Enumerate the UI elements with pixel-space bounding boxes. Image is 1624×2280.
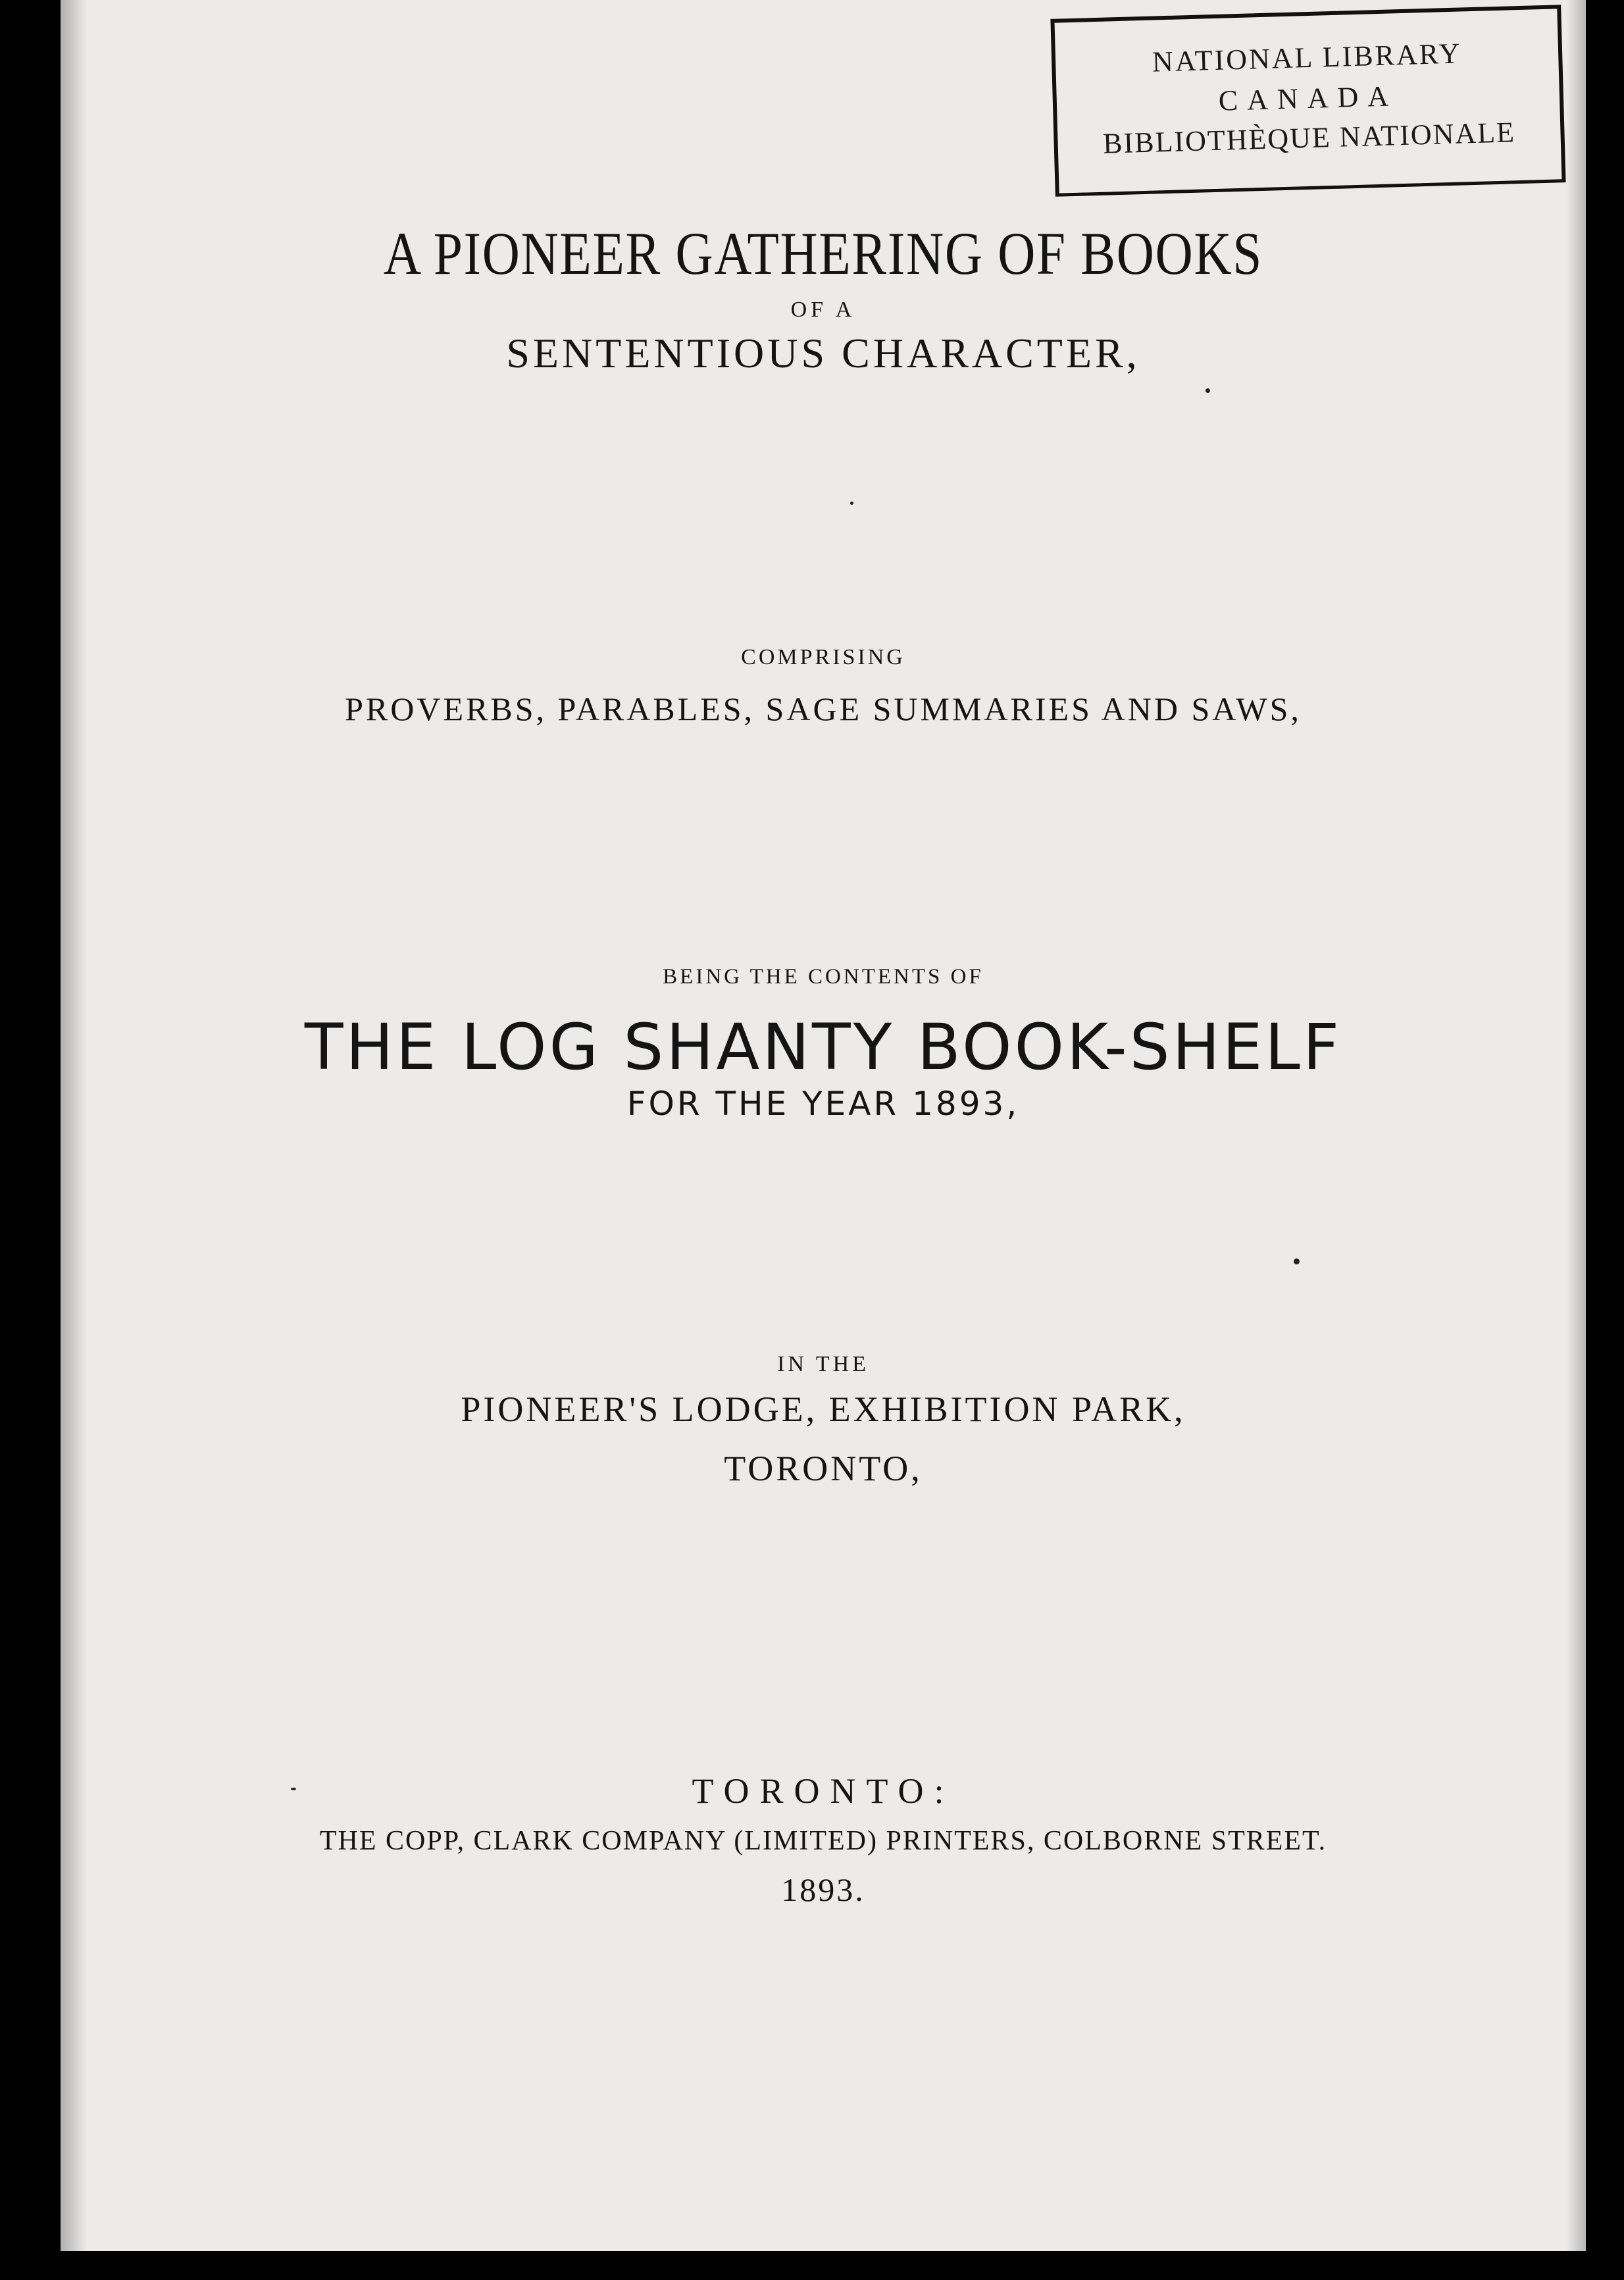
log-shanty-heading: THE LOG SHANTY BOOK-SHELF <box>304 1010 1342 1084</box>
print-speck <box>1205 388 1210 393</box>
stamp-line-2: CANADA <box>1218 80 1398 117</box>
location-label: IN THE <box>777 1352 869 1376</box>
stamp-line-1: NATIONAL LIBRARY <box>1152 37 1462 78</box>
contents-label: BEING THE CONTENTS OF <box>663 965 984 989</box>
location-place: PIONEER'S LODGE, EXHIBITION PARK, <box>461 1389 1186 1429</box>
imprint-year: 1893. <box>781 1871 865 1908</box>
print-speck <box>850 502 853 505</box>
year-line: FOR THE YEAR 1893, <box>626 1085 1020 1123</box>
location-city: TORONTO, <box>724 1449 923 1488</box>
print-speck <box>291 1788 296 1790</box>
library-stamp <box>1050 5 1565 197</box>
title-of-a: OF A <box>790 298 856 322</box>
imprint-city: TORONTO: <box>692 1771 955 1811</box>
subtitle: SENTENTIOUS CHARACTER, <box>506 330 1140 376</box>
comprising-text: PROVERBS, PARABLES, SAGE SUMMARIES AND SAWS, <box>345 690 1302 727</box>
main-title: A PIONEER GATHERING OF BOOKS <box>383 220 1263 287</box>
print-speck <box>1294 1258 1300 1264</box>
stamp-line-3: BIBLIOTHÈQUE NATIONALE <box>1102 116 1516 160</box>
title-page <box>61 0 1586 2251</box>
imprint-printer: THE COPP, CLARK COMPANY (LIMITED) PRINTERS, COLBORNE STREET. <box>319 1826 1327 1856</box>
comprising-label: COMPRISING <box>741 645 905 669</box>
